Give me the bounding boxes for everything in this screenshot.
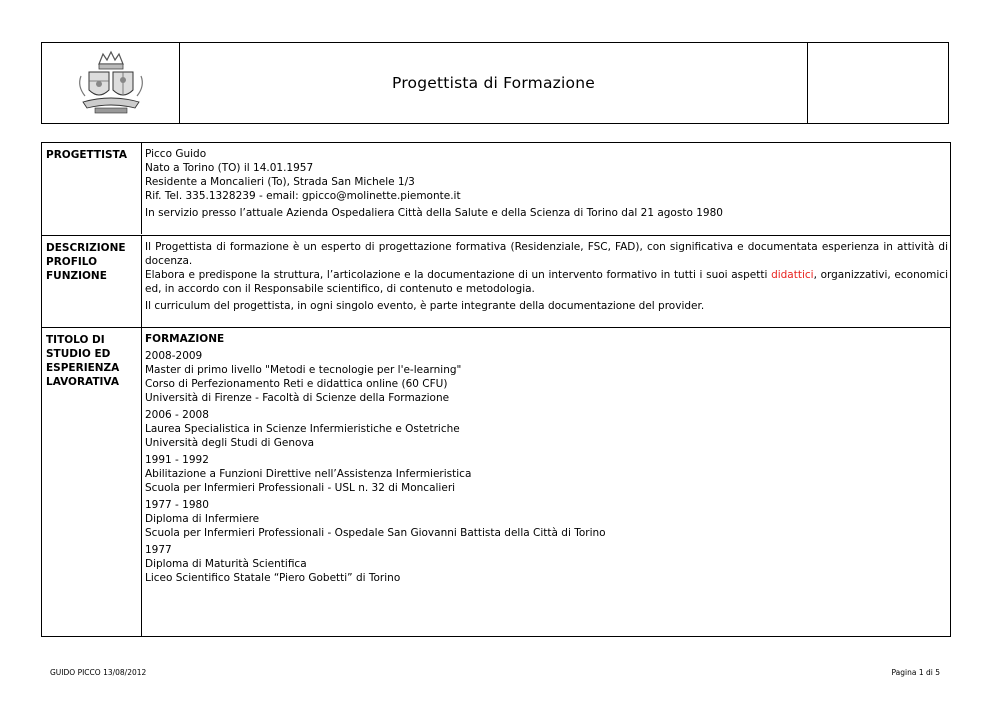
entry-line: Abilitazione a Funzioni Direttive nell’Assistenza Infermieristica <box>145 468 472 480</box>
document-header <box>41 42 949 124</box>
row-titolo <box>42 327 950 636</box>
entry-period: 1977 <box>145 544 172 556</box>
descrizione-paragraph-1: Il Progettista di formazione è un esperto di progettazione formativa (Residenziale, FSC, FAD), con significativa e documentata esperienza in attività di docenza. <box>145 241 948 267</box>
footer-page-number: Pagina 1 di 5 <box>891 668 940 677</box>
crest-icon <box>75 50 147 116</box>
formazione-heading: FORMAZIONE <box>145 333 225 345</box>
entry-period: 1991 - 1992 <box>145 454 209 466</box>
descrizione-text: , organizzativi, economici ed, in accordo con il Responsabile scientifico, di contenuto e metodologia. <box>145 269 949 295</box>
document-title: Progettista di Formazione <box>392 74 595 92</box>
name-line: Picco Guido <box>145 148 207 160</box>
entry-line: Diploma di Infermiere <box>145 513 260 525</box>
content-titolo <box>143 328 950 636</box>
entry-line: Università di Firenze - Facoltà di Scienze della Formazione <box>145 392 450 404</box>
entry-line: Scuola per Infermieri Professionali - USL n. 32 di Moncalieri <box>145 482 456 494</box>
entry-line: Corso di Perfezionamento Reti e didattica online (60 CFU) <box>145 378 448 390</box>
birth-line: Nato a Torino (TO) il 14.01.1957 <box>145 162 314 174</box>
highlighted-word: didattici <box>771 269 814 281</box>
profile-table <box>41 142 951 637</box>
descrizione-paragraph-3: Il curriculum del progettista, in ogni singolo evento, è parte integrante della documentazione del provider. <box>145 300 705 312</box>
entry-line: Scuola per Infermieri Professionali - Ospedale San Giovanni Battista della Città di Torino <box>145 527 606 539</box>
row-descrizione <box>42 235 950 327</box>
entry-period: 1977 - 1980 <box>145 499 209 511</box>
entry-line: Diploma di Maturità Scientifica <box>145 558 307 570</box>
entry-line: Laurea Specialistica in Scienze Infermieristiche e Ostetriche <box>145 423 460 435</box>
label-titolo-line: TITOLO DI <box>46 334 105 346</box>
entry-line: Università degli Studi di Genova <box>145 437 315 449</box>
descrizione-paragraph-2 <box>145 268 948 296</box>
entry-line: Master di primo livello "Metodi e tecnologie per l'e-learning" <box>145 364 462 376</box>
label-descrizione <box>42 236 142 327</box>
descrizione-text: Elabora e predispone la struttura, l’articolazione e la documentazione di un intervento formativo in tutti i suoi aspetti <box>145 269 772 281</box>
label-progettista: PROGETTISTA <box>42 143 142 234</box>
residence-line: Residente a Moncalieri (To), Strada San Michele 1/3 <box>145 176 415 188</box>
contact-line: Rif. Tel. 335.1328239 - email: gpicco@molinette.piemonte.it <box>145 190 461 202</box>
entry-period: 2006 - 2008 <box>145 409 209 421</box>
label-descrizione-line: PROFILO <box>46 256 98 268</box>
label-titolo-line: ESPERIENZA <box>46 362 120 374</box>
entry-period: 2008-2009 <box>145 350 203 362</box>
label-titolo-line: STUDIO ED <box>46 348 111 360</box>
row-progettista <box>42 143 950 234</box>
label-descrizione-line: DESCRIZIONE <box>46 242 126 254</box>
label-titolo <box>42 328 142 636</box>
content-descrizione <box>143 236 950 327</box>
entry-line: Liceo Scientifico Statale “Piero Gobetti” di Torino <box>145 572 401 584</box>
empty-header-cell <box>807 43 948 123</box>
service-line: In servizio presso l’attuale Azienda Ospedaliera Città della Salute e della Scienza di Torino dal 21 agosto 1980 <box>145 207 723 219</box>
label-titolo-line: LAVORATIVA <box>46 376 119 388</box>
content-progettista <box>143 143 950 234</box>
logo-cell <box>42 43 180 123</box>
footer-author-date: GUIDO PICCO 13/08/2012 <box>50 668 147 677</box>
label-descrizione-line: FUNZIONE <box>46 270 107 282</box>
